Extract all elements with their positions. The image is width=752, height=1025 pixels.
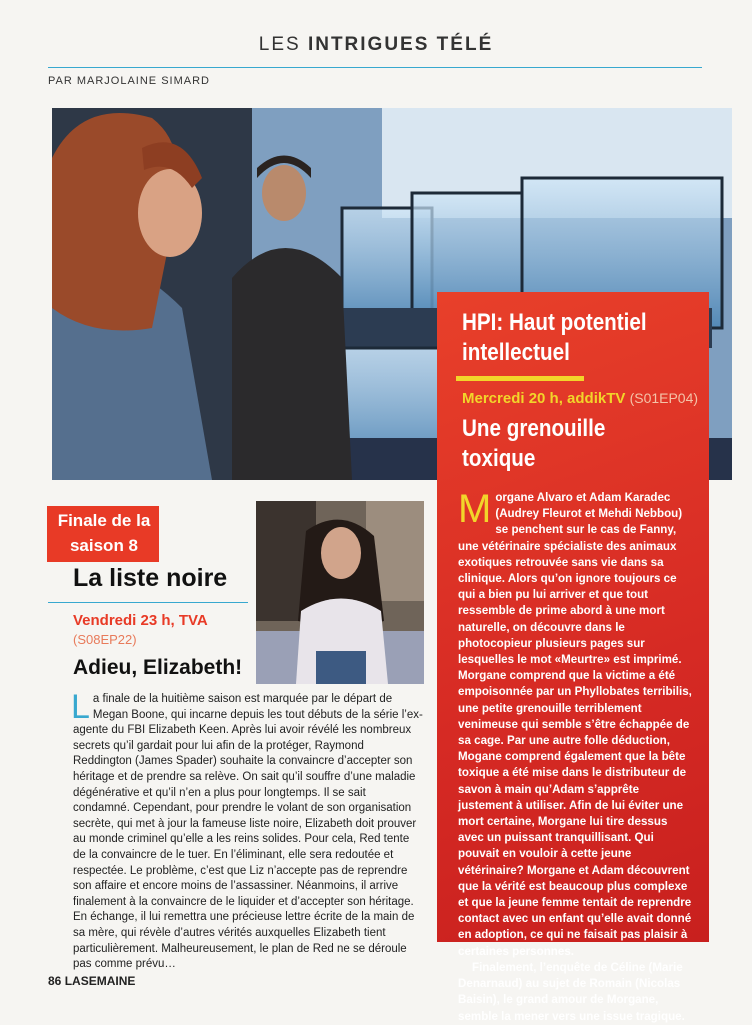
liste-noire-illustration xyxy=(256,501,424,684)
section-title xyxy=(0,34,752,56)
hpi-headline: Une grenouille toxique xyxy=(462,415,606,472)
liste-noire-episode-code: (S08EP22) xyxy=(73,632,137,647)
hpi-title-underline xyxy=(456,376,584,381)
hpi-schedule: Mercredi 20 h, addikTV xyxy=(462,390,626,407)
page-number: 86 xyxy=(48,974,62,988)
finale-badge-text: Finale de la saison 8 xyxy=(57,511,151,555)
liste-noire-dropcap: L xyxy=(71,688,90,726)
hpi-dropcap: M xyxy=(458,487,492,531)
liste-noire-headline: Adieu, Elizabeth! xyxy=(73,656,243,679)
section-title-light: LES xyxy=(258,34,308,55)
magazine-name: LASEMAINE xyxy=(64,974,136,988)
page-footer xyxy=(48,974,135,988)
hpi-paragraph-2: Finalement, l’enquête de Céline (Marie Denarnaud) au sujet de Romain (Nicolas Baisin), le grand amour de Morgane, semble la mener vers une issue tragique. xyxy=(458,960,685,1023)
hpi-paragraph-1 xyxy=(458,487,696,960)
hpi-title: HPI: Haut potentiel intellectuel xyxy=(462,309,647,366)
hpi-episode-code: (S01EP04) xyxy=(629,390,699,406)
liste-noire-body-text: a finale de la huitième saison est marquée par le départ de Megan Boone, qui incarne depuis les tout débuts de la série l’ex-agente du FBI Elizabeth Keen. Après lui avoir révélé les nombreux secrets qu’il gardait pour lui afin de la protéger, Raymond Reddington (James Spader) souhaite la convaincre d’accepter son héritage et de prendre sa relève. On sait qu’il souffre d’une maladie dégénérative et qu’il n’en a plus pour longtemps. Il se sait condamné. Cependant, pour prendre le volant de son organisation secrète, qui met à jour la fameuse liste noire, Elizabeth doit prouver au monde criminel qu’elle a les reins solides. Pour cela, Red tente de la convaincre de le tuer. En l’éliminant, elle sera redoutée et respectée. Le problème, c’est que Liz n’accepte pas de reprendre son affaire et encore moins de l’assassiner. Néanmoins, il arrive finalement à la convaincre de le liquider et d’accepter son héritage. En échange, il lui remettra une précieuse lettre écrite de la main de sa mère, qui révèle d’autres vérités auxquelles Elizabeth tient particulièrement. Malheureusement, le plan de Red ne se déroule pas comme prévu… xyxy=(73,693,423,971)
hpi-schedule-line xyxy=(462,390,698,407)
header-rule xyxy=(48,67,702,68)
liste-noire-photo xyxy=(256,501,424,684)
liste-noire-article-body xyxy=(71,688,423,973)
liste-noire-schedule: Vendredi 23 h, TVA xyxy=(73,612,208,629)
hpi-paragraph-1-text: organe Alvaro et Adam Karadec (Audrey Fleurot et Mehdi Nebbou) se penchent sur le cas de Fanny, une vétérinaire spécialiste des animaux exotiques retrouvée sans vie dans sa clinique. Alors qu’on ignore toujours ce qui a bien pu lui arriver et que tout ressemble de prime abord à une mort naturelle, on découvre dans le photocopieur plusieurs pages sur lesquelles le mot «Meurtre» est imprimé. Morgane comprend que la victime a été empoisonnée par un Phyllobates terribilis, une petite grenouille terriblement venimeuse qui semble s’être échappée de sa cage. Par une autre folle déduction, Mogane comprend également que la bête toxique a été mise dans le distributeur de savon à main qu’Adam s’apprête justement à utiliser. Afin de lui éviter une mort certaine, Morgane lui tire dessus avec un puissant tranquillisant. Qui pouvait en vouloir à cette jeune vétérinaire? Morgane et Adam découvrent que la vérité est beaucoup plus complexe et que la jeune femme tentait de reprendre contact avec un enfant qu’elle avait donné en adoption, ce qui ne faisait pas plaisir à certaines personnes. xyxy=(458,491,692,958)
section-title-bold: INTRIGUES TÉLÉ xyxy=(307,34,494,55)
liste-noire-title: La liste noire xyxy=(73,564,228,592)
hpi-article-body xyxy=(458,487,696,1025)
liste-noire-rule xyxy=(48,602,248,603)
author-byline: PAR MARJOLAINE SIMARD xyxy=(48,75,210,87)
